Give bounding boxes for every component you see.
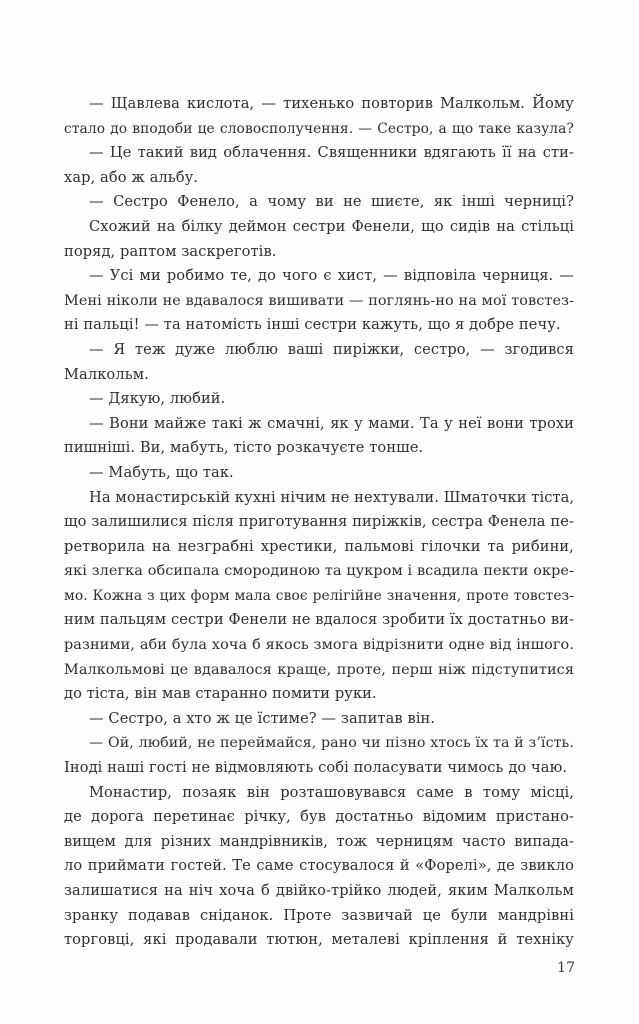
text-line: разними, аби була хоча б якось змога відрізнити одне від іншого. (64, 637, 574, 654)
text-line: Мені ніколи не вдавалося вишивати — поглянь-но на мої товстез- (64, 292, 574, 309)
text-line: — Щавлева кислота, — тихенько повторив Малкольм. Йому (89, 95, 574, 112)
body-text (64, 92, 574, 953)
text-line: які злегка обсипала смородиною та цукром і всадила пекти окре- (64, 563, 574, 580)
text-line: до тіста, він мав старанно помити руки. (64, 685, 377, 703)
text-line: На монастирській кухні нічим не нехтували. Шматочки тіста, (89, 488, 575, 506)
text-line: зранку подавав сніданок. Проте зазвичай це були мандрівні (64, 906, 574, 924)
text-line: ретворила на незграбні хрестики, пальмові гілочки та рибини, (64, 537, 574, 555)
text-line: — Я теж дуже люблю ваші пиріжки, сестро, — згодився (89, 340, 574, 358)
text-line: стало до вподоби це словосполучення. — Сестро, а що таке казула? (64, 120, 574, 137)
text-line: що залишилися після приготування пиріжків, сестра Фенела пе- (64, 513, 574, 531)
text-line: хар, або ж альбу. (64, 168, 199, 186)
text-line: — Вони майже такі ж смачні, як у мами. Та у неї вони трохи (89, 414, 574, 432)
page-number: 17 (557, 960, 575, 976)
text-line: — Сестро, а хто ж це їстиме? — запитав він. (89, 709, 436, 727)
text-line: торговці, які продавали тютюн, металеві кріплення й техніку (64, 931, 574, 949)
text-line: — Ой, любий, не переймайся, рано чи пізно хтось їх та й з’їсть. (89, 735, 574, 752)
text-line: де дорога перетинає річку, був достатньо відомим пристано- (64, 808, 574, 826)
text-line: Малкольмові це вдавалося краще, проте, перш ніж підступитися (64, 661, 574, 678)
text-line: — Усі ми робимо те, до чого є хист, — відповіла черниця. — (89, 267, 574, 285)
text-line: Монастир, позаяк він розташовувався саме в тому місці, (89, 783, 574, 801)
text-line: — Дякую, любий. (89, 390, 226, 408)
text-line: — Сестро Фенело, а чому ви не шиєте, як інші черниці? (89, 193, 574, 211)
text-line: поряд, раптом заскреготів. (64, 242, 277, 260)
text-line: Малкольм. (64, 365, 149, 383)
text-line: Іноді наші гості не відмовляють собі поласувати чимось до чаю. (64, 759, 568, 777)
text-line: мо. Кожна з цих форм мала своє релігійне значення, проте товстез- (64, 587, 574, 604)
text-line: — Це такий вид облачення. Священники вдягають її на сти- (89, 144, 574, 162)
text-line: Схожий на білку деймон сестри Фенели, що сидів на стільці (89, 217, 574, 235)
text-line: пишніші. Ви, мабуть, тісто розкачуєте тонше. (64, 439, 424, 457)
text-line: ним пальцям сестри Фенели не вдалося зробити їх достатньо ви- (64, 611, 574, 629)
text-line: вищем для різних мандрівників, тож черницям часто випада- (64, 832, 574, 850)
text-line: — Мабуть, що так. (89, 463, 234, 481)
text-line: ло приймати гостей. Те саме стосувалося й «Форелі», де звикло (64, 857, 574, 875)
text-line: ні пальці! — та натомість інші сестри кажуть, що я добре печу. (64, 316, 561, 334)
text-line: залишатися на ніч хоча б двійко-трійко людей, яким Малкольм (64, 882, 574, 899)
